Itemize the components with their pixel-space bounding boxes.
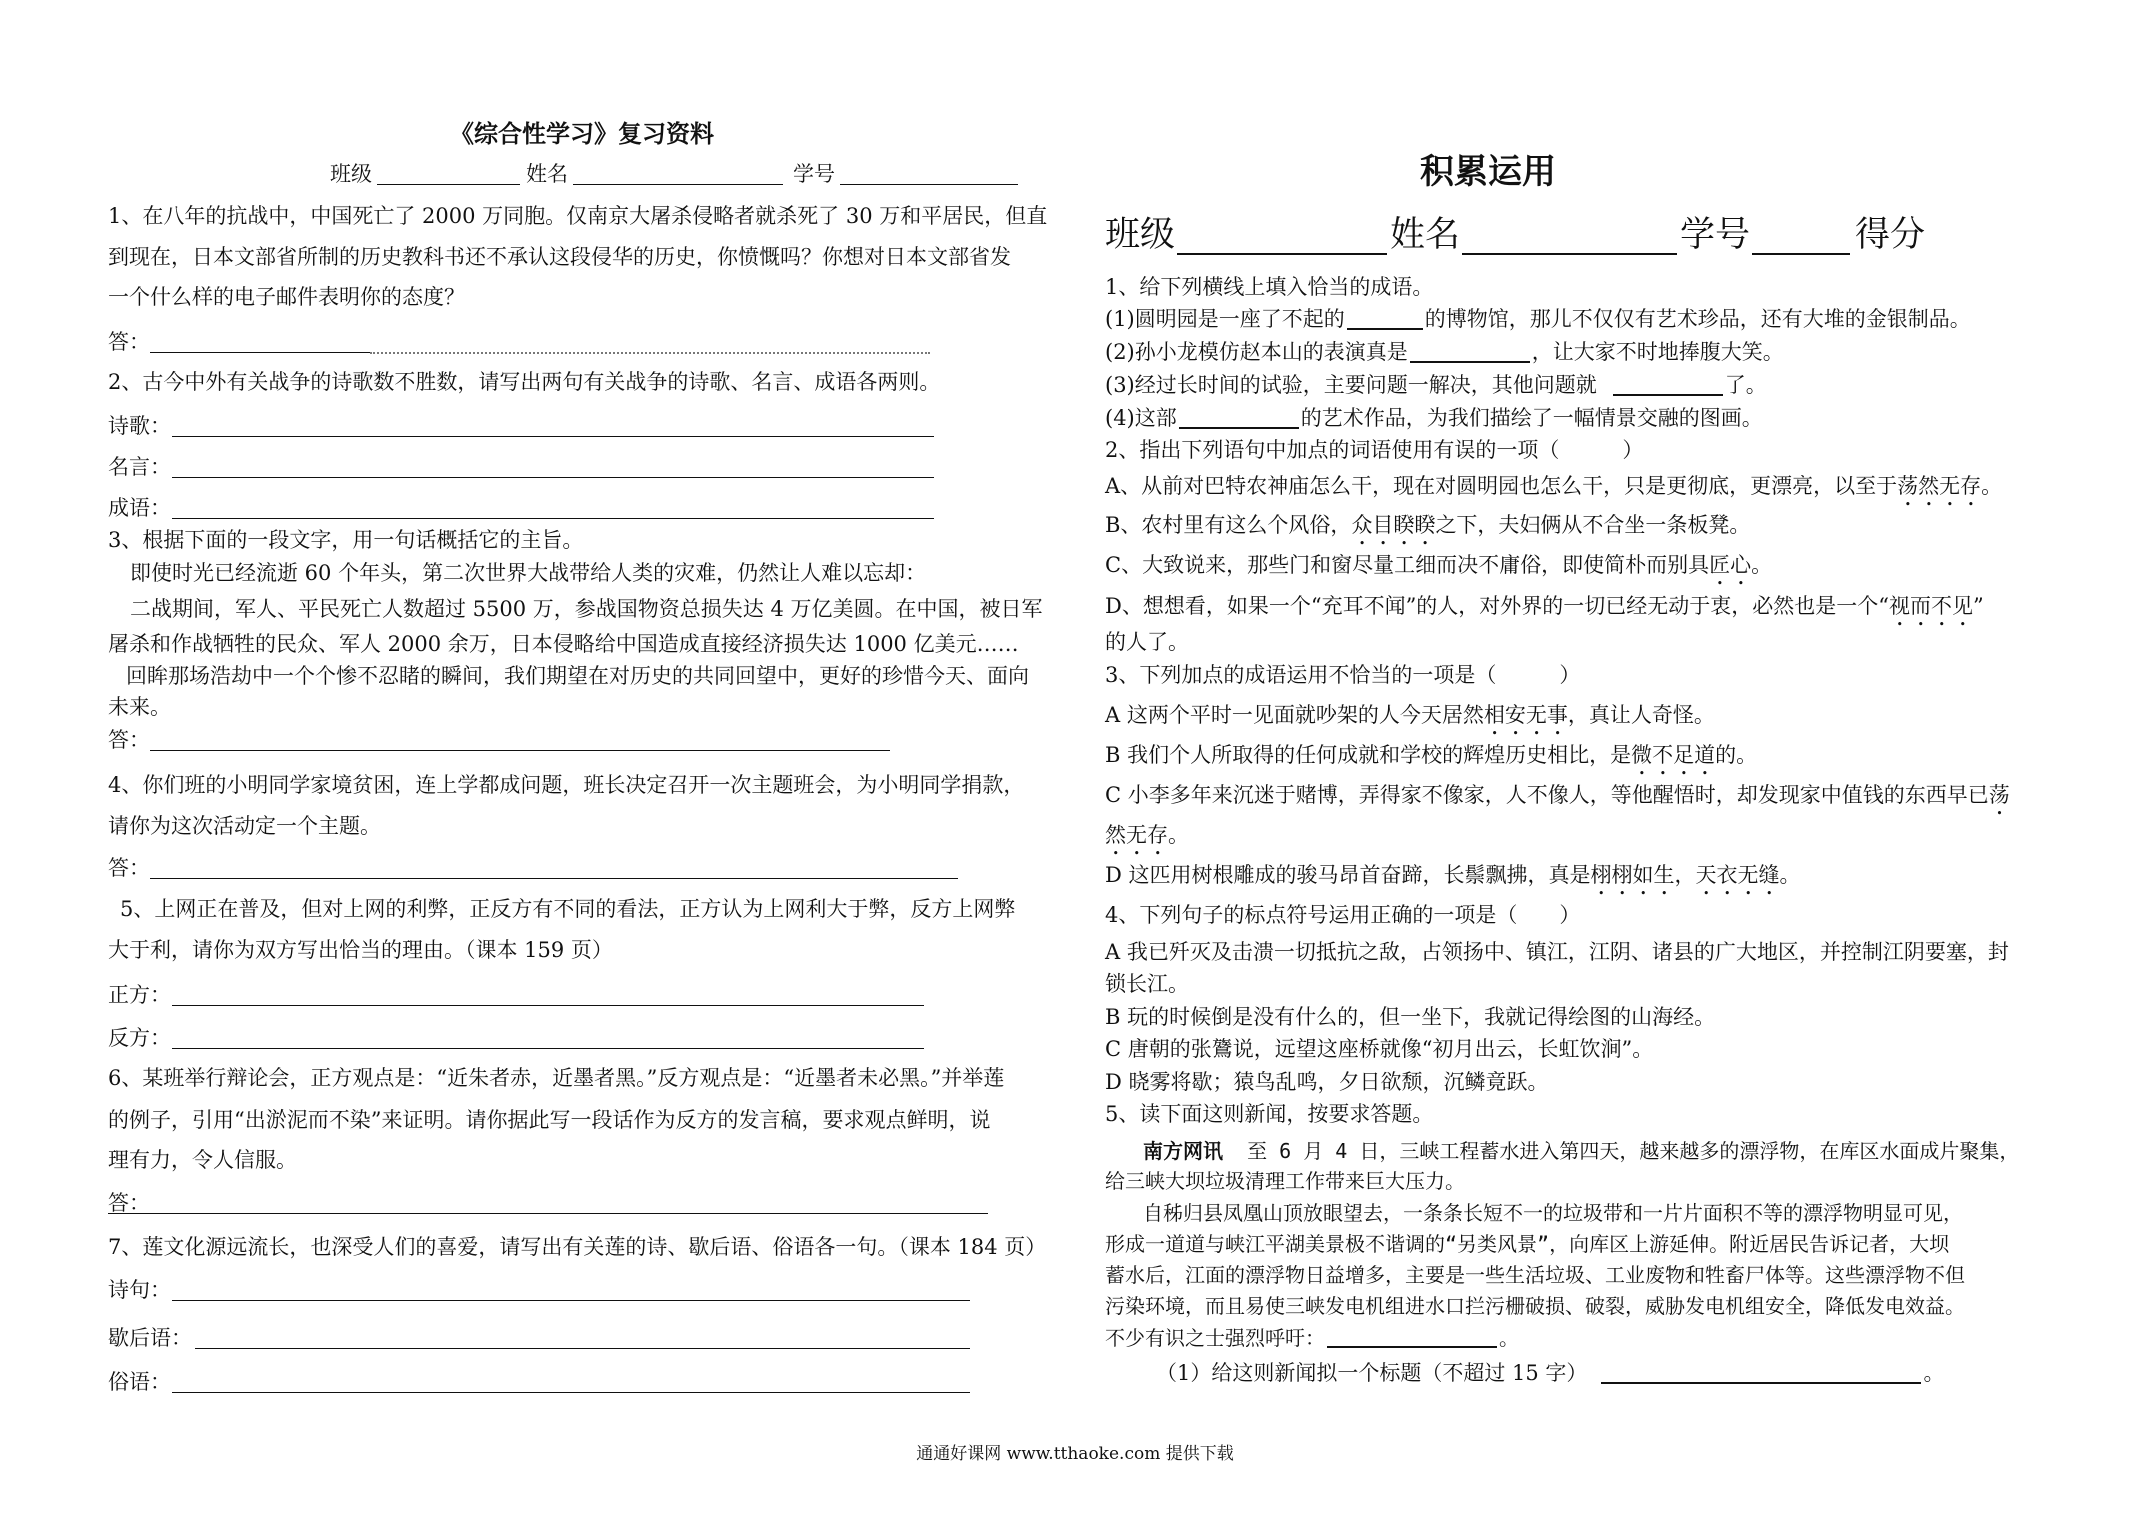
right-header-name-label: 姓名 [1390, 215, 1461, 255]
r-q5-news-end: 。 [1499, 1326, 1519, 1350]
q1-answer-line-solid[interactable] [150, 352, 370, 353]
right-header-class-label: 班级 [1105, 215, 1176, 255]
left-header-class-field[interactable] [377, 184, 520, 185]
q6-line-2: 的例子，引用“出淤泥而不染”来证明。请你据此写一段话作为反方的发言稿，要求观点鲜明，说 [108, 1108, 991, 1132]
r-q2-opt-a-dotted: 荡然无存 [1897, 474, 1982, 498]
left-header-id-field[interactable] [840, 184, 1018, 185]
r-q1-item-1-pre: (1)圆明园是一座了不起的 [1105, 307, 1345, 331]
q2-poem-line[interactable] [172, 436, 934, 437]
r-q1-item-3-pre: (3)经过长时间的试验，主要问题一解决，其他问题就 [1105, 373, 1597, 397]
r-q4-opt-a-2: 锁长江。 [1105, 972, 1189, 996]
q5-con-line[interactable] [172, 1048, 924, 1049]
q5-label-con: 反方： [108, 1026, 171, 1050]
q7-xiehouyu-line[interactable] [195, 1348, 970, 1349]
q2-quote-line[interactable] [172, 477, 934, 478]
r-q5-sub-1-blank[interactable] [1601, 1381, 1921, 1384]
q3-line-1: 3、根据下面的一段文字，用一句话概括它的主旨。 [108, 528, 584, 552]
left-header-name-label: 姓名 [526, 162, 568, 186]
right-title: 积累运用 [1420, 152, 1556, 192]
r-q3-opt-c-text: C 小李多年来沉迷于赌博，弄得家不像家，人不像人，等他醒悟时，却发现家中值钱的东西早已 [1105, 783, 1989, 807]
r-q3-opt-b-dotted: 微不足道 [1631, 743, 1716, 767]
r-q3-opt-d-end: 。 [1779, 863, 1801, 887]
r-q3-opt-c-2 [1105, 823, 1189, 860]
r-q3-opt-b-text: B 我们个人所取得的任何成就和学校的辉煌历史相比，是 [1105, 743, 1632, 767]
r-q2-opt-a [1105, 474, 2002, 511]
q6-line-1: 6、某班举行辩论会，正方观点是：“近朱者赤，近墨者黑。”反方观点是：“近墨者未必黑。”并举莲 [108, 1066, 1005, 1090]
r-q4-intro: 4、下列句子的标点符号运用正确的一项是（ ） [1105, 903, 1581, 927]
r-q1-item-2-post: ，让大家不时地捧腹大笑。 [1531, 340, 1784, 364]
q4-line-2: 请你为这次活动定一个主题。 [108, 814, 381, 838]
q2-line: 2、古今中外有关战争的诗歌数不胜数，请写出两句有关战争的诗歌、名言、成语各两则。 [108, 370, 941, 394]
q7-label-xiehouyu: 歇后语： [108, 1326, 192, 1350]
q5-line-1: 5、上网正在普及，但对上网的利弊，正反方有不同的看法，正方认为上网利大于弊，反方上网弊 [120, 897, 1016, 921]
q3-line-4: 屠杀和作战牺牲的民众、军人 2000 余万，日本侵略给中国造成直接经济损失达 1000 亿美元…… [108, 632, 1019, 656]
r-q2-opt-a-text: A、从前对巴特农神庙怎么干，现在对圆明园也怎么干，只是更彻底，更漂亮，以至于 [1105, 474, 1898, 498]
q7-label-poem: 诗句： [108, 1278, 171, 1302]
r-q1-blank-4[interactable] [1179, 426, 1299, 429]
r-q3-opt-a-end: ，真让人奇怪。 [1567, 703, 1715, 727]
q2-idiom-line[interactable] [172, 518, 934, 519]
q3-line-2: 即使时光已经流逝 60 个年头，第二次世界大战带给人类的灾难，仍然让人难以忘却： [130, 561, 927, 585]
r-q2-intro: 2、指出下列语句中加点的词语使用有误的一项（ ） [1105, 438, 1644, 462]
q3-answer-line[interactable] [150, 750, 890, 751]
q5-label-pro: 正方： [108, 983, 171, 1007]
r-q2-opt-c [1105, 553, 1772, 590]
q3-line-5: 回眸那场浩劫中一个个惨不忍睹的瞬间，我们期望在对历史的共同回望中，更好的珍惜今天、面向 [126, 664, 1029, 688]
r-q2-opt-a-end: 。 [1981, 474, 2003, 498]
r-q3-opt-d-dotted-2: 天衣无缝 [1695, 863, 1780, 887]
r-q3-opt-c-dotted-2: 然无存 [1105, 823, 1168, 847]
r-q5-sub-1-end: 。 [1923, 1361, 1945, 1385]
r-q3-opt-a-dotted: 相安无事 [1483, 703, 1568, 727]
r-q2-opt-d-text: D、想想看，如果一个“充耳不闻”的人，对外界的一切已经无动于衷，必然也是一个“ [1105, 594, 1890, 618]
r-q5-sub-1 [1156, 1363, 1944, 1384]
q7-poem-line[interactable] [172, 1300, 970, 1301]
q1-line-2: 到现在，日本文部省所制的历史教科书还不承认这段侵华的历史，你愤慨吗？你想对日本文部省发 [108, 245, 1011, 269]
q1-answer-line-dotted[interactable] [370, 352, 930, 354]
q6-line-3: 理有力，令人信服。 [108, 1148, 297, 1172]
right-header-name-field[interactable] [1462, 253, 1677, 255]
r-q5-news-text-7: 不少有识之士强烈呼吁： [1105, 1326, 1325, 1350]
r-q2-opt-b-dotted: 众目睽睽 [1351, 513, 1436, 537]
r-q2-opt-d-dotted: 视而不见 [1889, 594, 1974, 618]
r-q3-opt-d-dotted-1: 栩栩如生 [1590, 863, 1675, 887]
r-q2-opt-b-text: B、农村里有这么个风俗， [1105, 513, 1352, 537]
r-q5-news-line-2: 给三峡大坝垃圾清理工作带来巨大压力。 [1105, 1169, 1465, 1193]
r-q3-opt-a [1105, 703, 1715, 740]
q1-answer-label: 答： [108, 330, 150, 354]
r-q4-opt-a-1: A 我已歼灭及击溃一切抵抗之敌，占领扬中、镇江，江阴、诸县的广大地区，并控制江阴要塞，封 [1105, 940, 2009, 964]
q2-label-quote: 名言： [108, 455, 171, 479]
r-q5-news-line-4: 形成一道道与峡江平湖美景极不谐调的“另类风景”，向库区上游延伸。附近居民告诉记者，大坝 [1105, 1232, 1950, 1256]
r-q5-news-line-5: 蓄水后，江面的漂浮物日益增多，主要是一些生活垃圾、工业废物和牲畜尸体等。这些漂浮物不但 [1105, 1263, 1965, 1287]
r-q2-opt-c-dotted: 匠心 [1709, 553, 1752, 577]
r-q4-opt-c: C 唐朝的张鷟说，远望这座桥就像“初月出云，长虹饮涧”。 [1105, 1037, 1654, 1061]
r-q3-intro: 3、下列加点的成语运用不恰当的一项是（ ） [1105, 663, 1581, 687]
q4-answer-label: 答： [108, 856, 150, 880]
r-q2-opt-b [1105, 513, 1750, 550]
q6-answer-label: 答： [108, 1191, 150, 1215]
q4-answer-line[interactable] [150, 878, 958, 879]
r-q1-blank-2[interactable] [1410, 360, 1530, 363]
left-title: 《综合性学习》复习资料 [450, 119, 714, 148]
r-q4-opt-b: B 玩的时候倒是没有什么的，但一坐下，我就记得绘图的山海经。 [1105, 1005, 1716, 1029]
r-q5-sub-1-text: （1）给这则新闻拟一个标题（不超过 15 字） [1156, 1361, 1588, 1385]
r-q3-opt-c-end: 。 [1168, 823, 1189, 847]
right-header-score-label: 得分 [1855, 215, 1926, 255]
r-q1-item-4-pre: (4)这部 [1105, 406, 1177, 430]
r-q1-item-3 [1105, 375, 1767, 396]
q5-pro-line[interactable] [172, 1005, 924, 1006]
r-q5-news-line-7 [1105, 1328, 1519, 1348]
q1-line-3: 一个什么样的电子邮件表明你的态度？ [108, 285, 465, 309]
r-q1-blank-3[interactable] [1613, 393, 1723, 396]
r-q1-item-1 [1105, 309, 1971, 330]
q4-line-1: 4、你们班的小明同学家境贫困，连上学都成问题，班长决定召开一次主题班会，为小明同学捐款， [108, 773, 1025, 797]
r-q3-opt-d [1105, 863, 1801, 900]
right-header-id-label: 学号 [1680, 215, 1751, 255]
r-q3-opt-c-1 [1105, 783, 2010, 820]
r-q5-news-text-1: 至 6 月 4 日，三峡工程蓄水进入第四天，越来越多的漂浮物，在库区水面成片聚集， [1247, 1139, 2020, 1163]
r-q3-opt-b-end: 的。 [1715, 743, 1758, 767]
r-q1-item-4 [1105, 408, 1763, 429]
r-q2-opt-d [1105, 594, 1984, 631]
r-q3-opt-c-dotted-1: 荡 [1988, 783, 2010, 807]
r-q1-item-4-post: 的艺术作品，为我们描绘了一幅情景交融的图画。 [1300, 406, 1763, 430]
left-header-name-field[interactable] [573, 184, 783, 185]
left-header-id-label: 学号 [793, 162, 835, 186]
right-header-id-field[interactable] [1752, 253, 1850, 255]
q3-line-6: 未来。 [108, 695, 171, 719]
r-q5-news-line-1 [1143, 1141, 2019, 1161]
q3-answer-label: 答： [108, 728, 150, 752]
r-q2-opt-d-tail: 的人了。 [1105, 630, 1189, 654]
r-q1-item-2 [1105, 342, 1784, 363]
left-header-class-label: 班级 [330, 162, 372, 186]
q2-label-idiom: 成语： [108, 496, 171, 520]
q6-answer-line[interactable] [108, 1213, 988, 1214]
r-q5-news-line-3: 自秭归县凤凰山顶放眼望去，一条条长短不一的垃圾带和一片片面积不等的漂浮物明显可见， [1143, 1201, 1963, 1225]
q2-label-poem: 诗歌： [108, 414, 171, 438]
q7-label-proverb: 俗语： [108, 1370, 171, 1394]
r-q4-opt-d: D 晓雾将歇；猿鸟乱鸣，夕日欲颓，沉鳞竟跃。 [1105, 1070, 1549, 1094]
r-q5-news-line-6: 污染环境，而且易使三峡发电机组进水口拦污栅破损、破裂，威胁发电机组安全，降低发电效益。 [1105, 1294, 1965, 1318]
r-q1-item-1-post: 的博物馆，那儿不仅仅有艺术珍品，还有大堆的金银制品。 [1424, 307, 1971, 331]
r-q1-blank-1[interactable] [1347, 327, 1423, 330]
r-q3-opt-a-text: A 这两个平时一见面就吵架的人今天居然 [1105, 703, 1484, 727]
q7-proverb-line[interactable] [172, 1392, 970, 1393]
r-q2-opt-d-end: ” [1973, 594, 1984, 618]
q3-line-3: 二战期间，军人、平民死亡人数超过 5500 万，参战国物资总损失达 4 万亿美圆。在中国，被日军 [130, 597, 1043, 621]
r-q2-opt-c-text: C、大致说来，那些门和窗尽量工细而决不庸俗，即使简朴而别具 [1105, 553, 1710, 577]
r-q3-opt-d-text: D 这匹用树根雕成的骏马昂首奋蹄，长鬃飘拂，真是 [1105, 863, 1591, 887]
r-q3-opt-b [1105, 743, 1757, 780]
r-q1-item-2-pre: (2)孙小龙模仿赵本山的表演真是 [1105, 340, 1408, 364]
r-q5-intro: 5、读下面这则新闻，按要求答题。 [1105, 1102, 1434, 1126]
r-q2-opt-b-end: 之下，夫妇俩从不合坐一条板凳。 [1435, 513, 1751, 537]
q1-line-1: 1、在八年的抗战中，中国死亡了 2000 万同胞。仅南京大屠杀侵略者就杀死了 30 万和平居民，但直 [108, 204, 1048, 228]
right-header-class-field[interactable] [1177, 253, 1387, 255]
r-q1-intro: 1、给下列横线上填入恰当的成语。 [1105, 275, 1434, 299]
q7-line: 7、莲文化源远流长，也深受人们的喜爱，请写出有关莲的诗、歇后语、俗语各一句。（课本 184 页） [108, 1235, 1047, 1259]
r-q5-news-source: 南方网讯 [1143, 1139, 1223, 1163]
r-q3-opt-d-comma: ， [1674, 863, 1696, 887]
r-q2-opt-c-end: 。 [1751, 553, 1773, 577]
q5-line-2: 大于利，请你为双方写出恰当的理由。（课本 159 页） [108, 938, 613, 962]
r-q1-item-3-post: 了。 [1724, 373, 1767, 397]
footer-source: 通通好课网 www.tthaoke.com 提供下载 [916, 1444, 1234, 1464]
r-q5-news-blank[interactable] [1327, 1345, 1497, 1348]
